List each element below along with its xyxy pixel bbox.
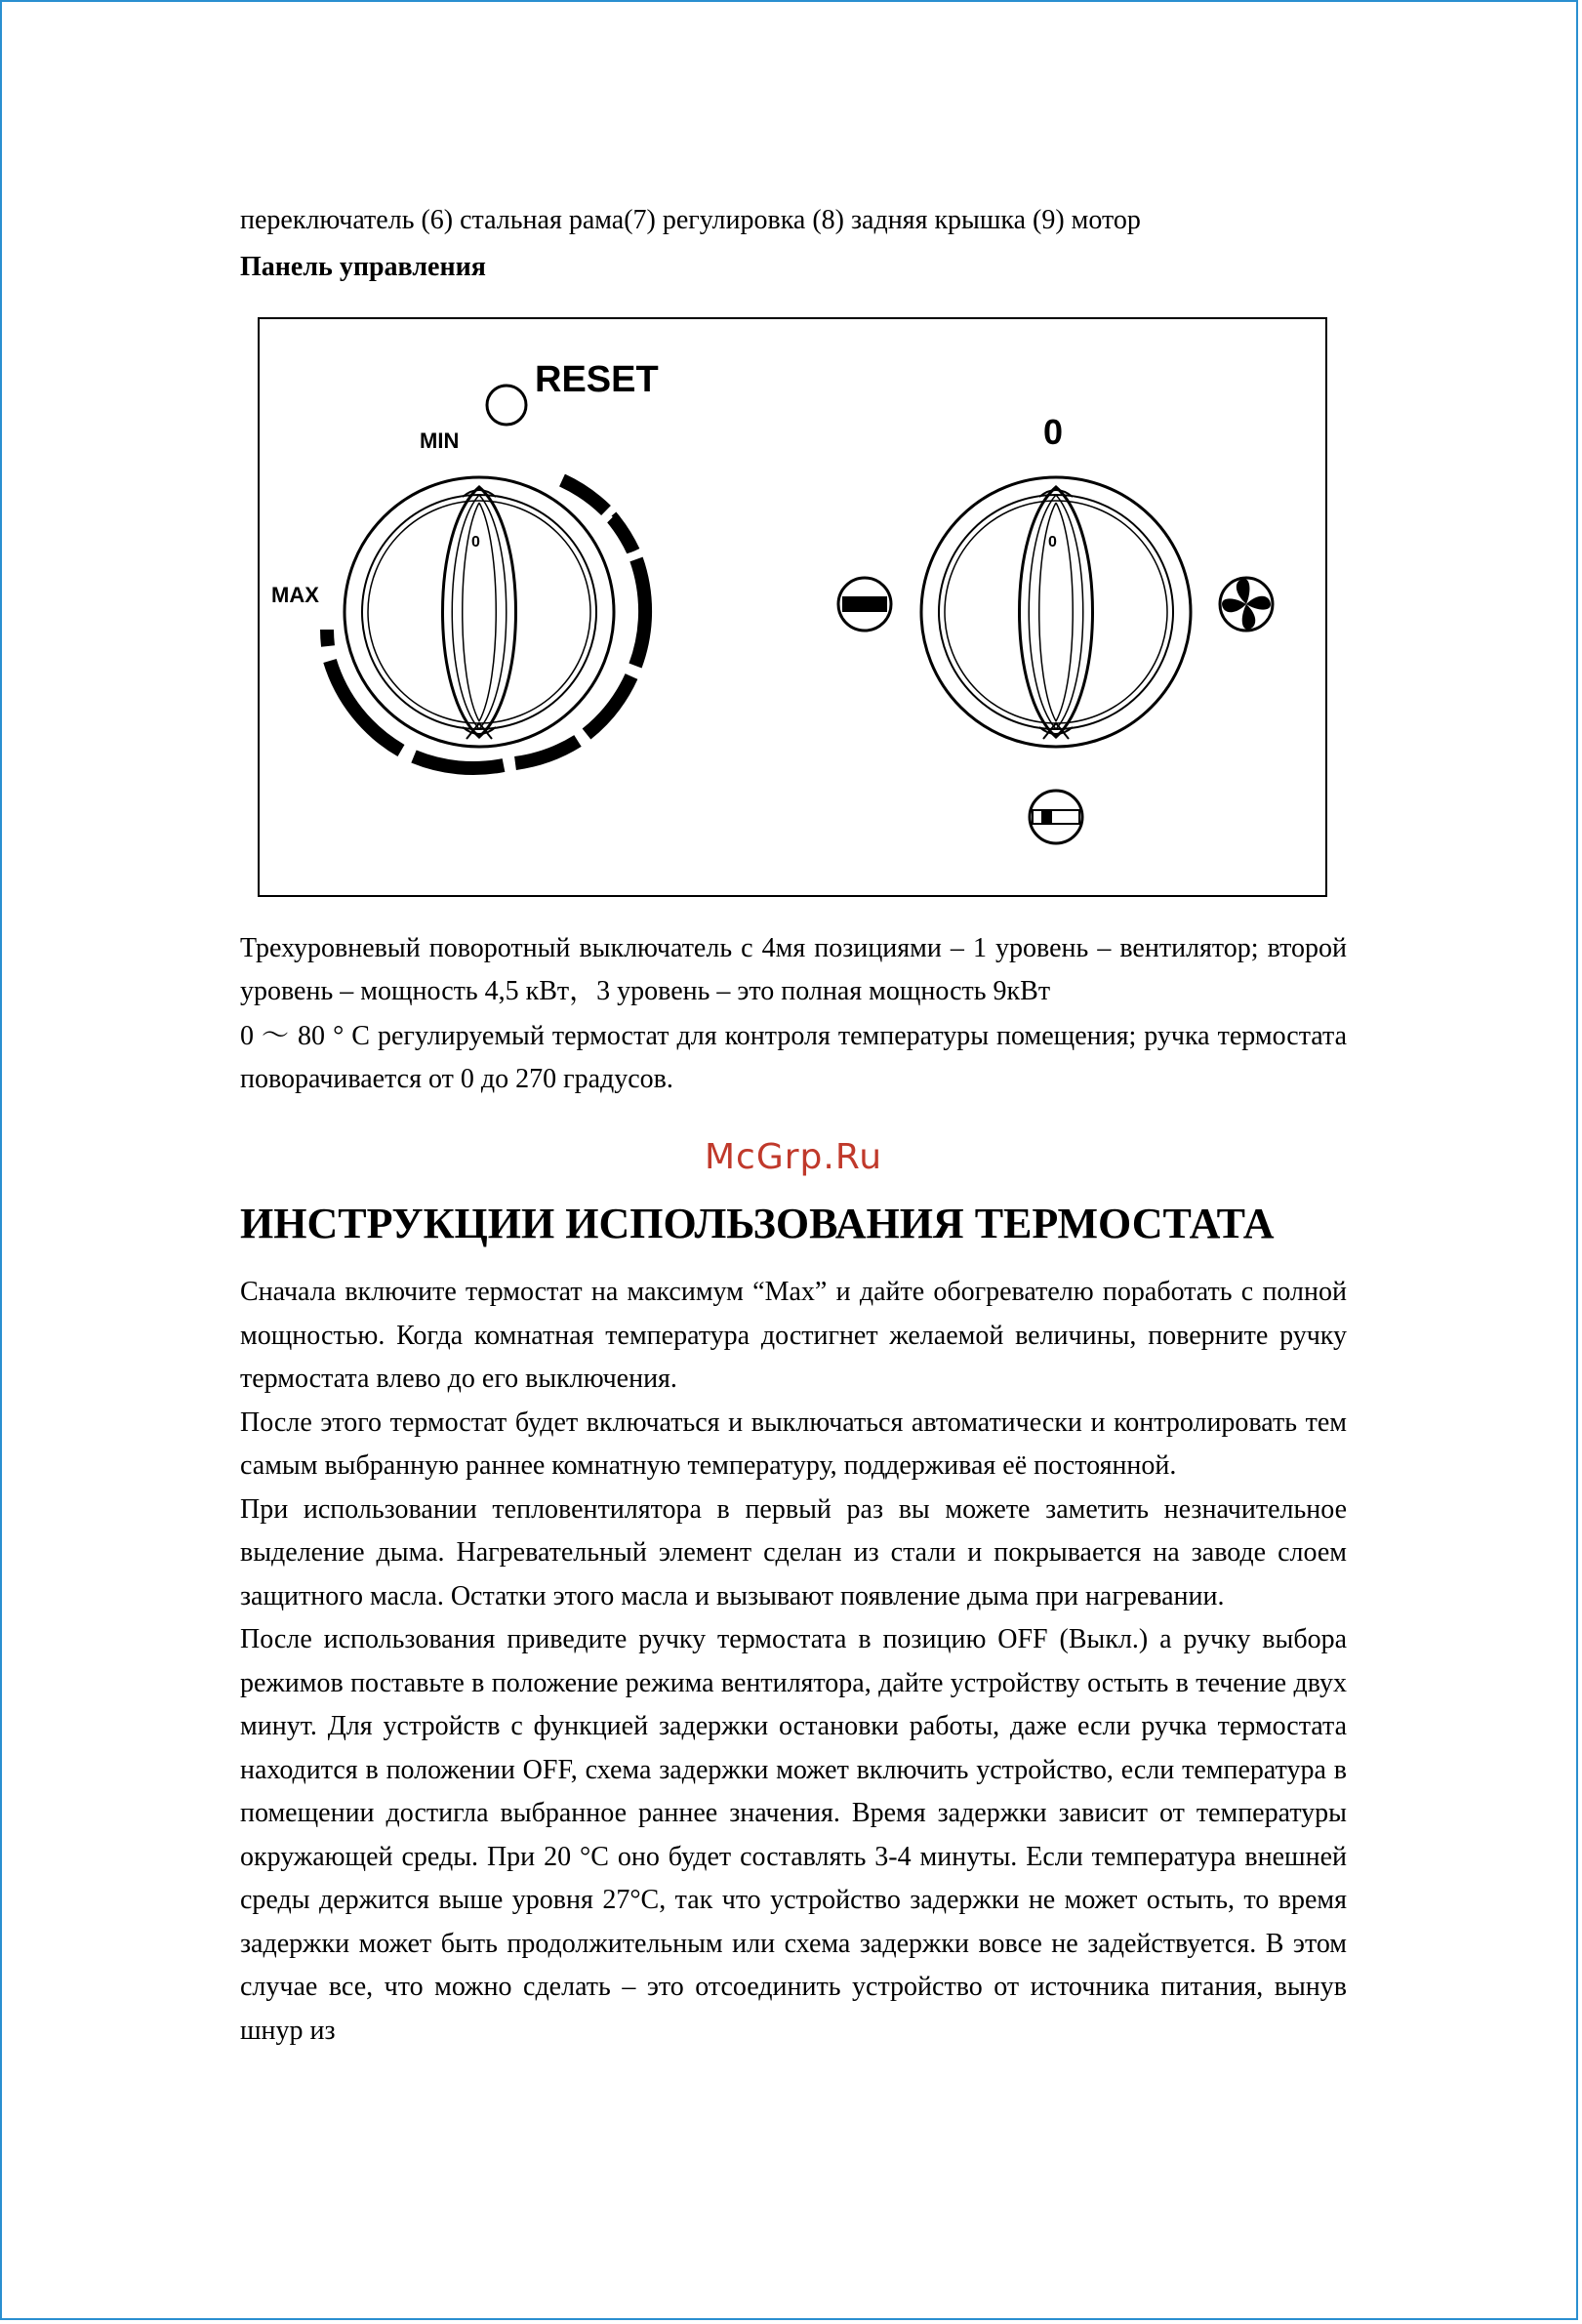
- switch-marker: 0: [1048, 534, 1057, 550]
- fan-icon: [1220, 578, 1273, 631]
- minus-icon: [838, 578, 891, 631]
- thermostat-scale: [327, 480, 645, 768]
- instruction-paragraph: При использовании тепловентилятора в первый раз вы можете заметить незначительное выделение дыма. Нагревательный элемент сделан из стали и покрывается на заводе слоем защитного масла. Остатки этого масла и вызывают появление дыма при нагревании.: [240, 1493, 1347, 1611]
- off-position-label: 0: [1043, 412, 1064, 452]
- parts-caption: переключатель (6) стальная рама(7) регулировка (8) задняя крышка (9) мотор: [240, 205, 1141, 235]
- mode-switch-knob: [921, 477, 1191, 747]
- reset-label: RESET: [535, 359, 659, 400]
- watermark: McGrp.Ru: [704, 1137, 883, 1177]
- panel-title: Панель управления: [240, 252, 486, 282]
- control-panel-diagram: [258, 317, 1327, 897]
- half-power-icon: [1030, 791, 1082, 843]
- reset-button[interactable]: [487, 386, 526, 425]
- description-switch: Трехуровневый поворотный выключатель с 4мя позициями – 1 уровень – вентилятор; второй уровень – мощность 4,5 кВт，3 уровень – это полная мощность 9кВт: [240, 933, 1347, 1006]
- section-heading: ИНСТРУКЦИИ ИСПОЛЬЗОВАНИЯ ТЕРМОСТАТА: [240, 1200, 1275, 1247]
- instruction-paragraph: После использования приведите ручку термостата в позицию OFF (Выкл.) а ручку выбора режимов поставьте в положение режима вентилятора, дайте устройству остыть в течение двух минут. Для устройств с функцией задержки остановки работы, даже если ручка термостата находится в положении OFF, схема задержки может включить устройство, если температура в помещении достигла выбранное раннее значения. Время задержки зависит от температуры окружающей среды. При 20 °C оно будет составлять 3-4 минуты. Если температура внешней среды держится выше уровня 27°C, так что устройство задержки не может остыть, то время задержки может быть продолжительным или схема задержки вовсе не задействуется. В этом случае все, что можно сделать – это отсоединить устройство от источника питания, вынув шнур из: [240, 1624, 1347, 2046]
- min-label: MIN: [420, 428, 460, 453]
- max-label: MAX: [271, 583, 319, 607]
- thermostat-knob: [345, 477, 614, 747]
- description-thermostat: 0 ～ 80 ° С регулируемый термостат для контроля температуры помещения; ручка термостата поворачивается от 0 до 270 градусов.: [240, 1021, 1347, 1094]
- instruction-paragraph: После этого термостат будет включаться и выключаться автоматически и контролировать тем самым выбранную раннее комнатную температуру, поддерживая её постоянной.: [240, 1407, 1347, 1481]
- instruction-paragraph: Сначала включите термостат на максимум “Max” и дайте обогревателю поработать с полной мощностью. Когда комнатная температура достигнет желаемой величины, поверните ручку термостата влево до его выключения.: [240, 1277, 1347, 1394]
- instructions-body: [240, 1271, 1347, 2053]
- control-panel-drawing: [260, 319, 1329, 899]
- thermostat-marker: 0: [471, 534, 480, 550]
